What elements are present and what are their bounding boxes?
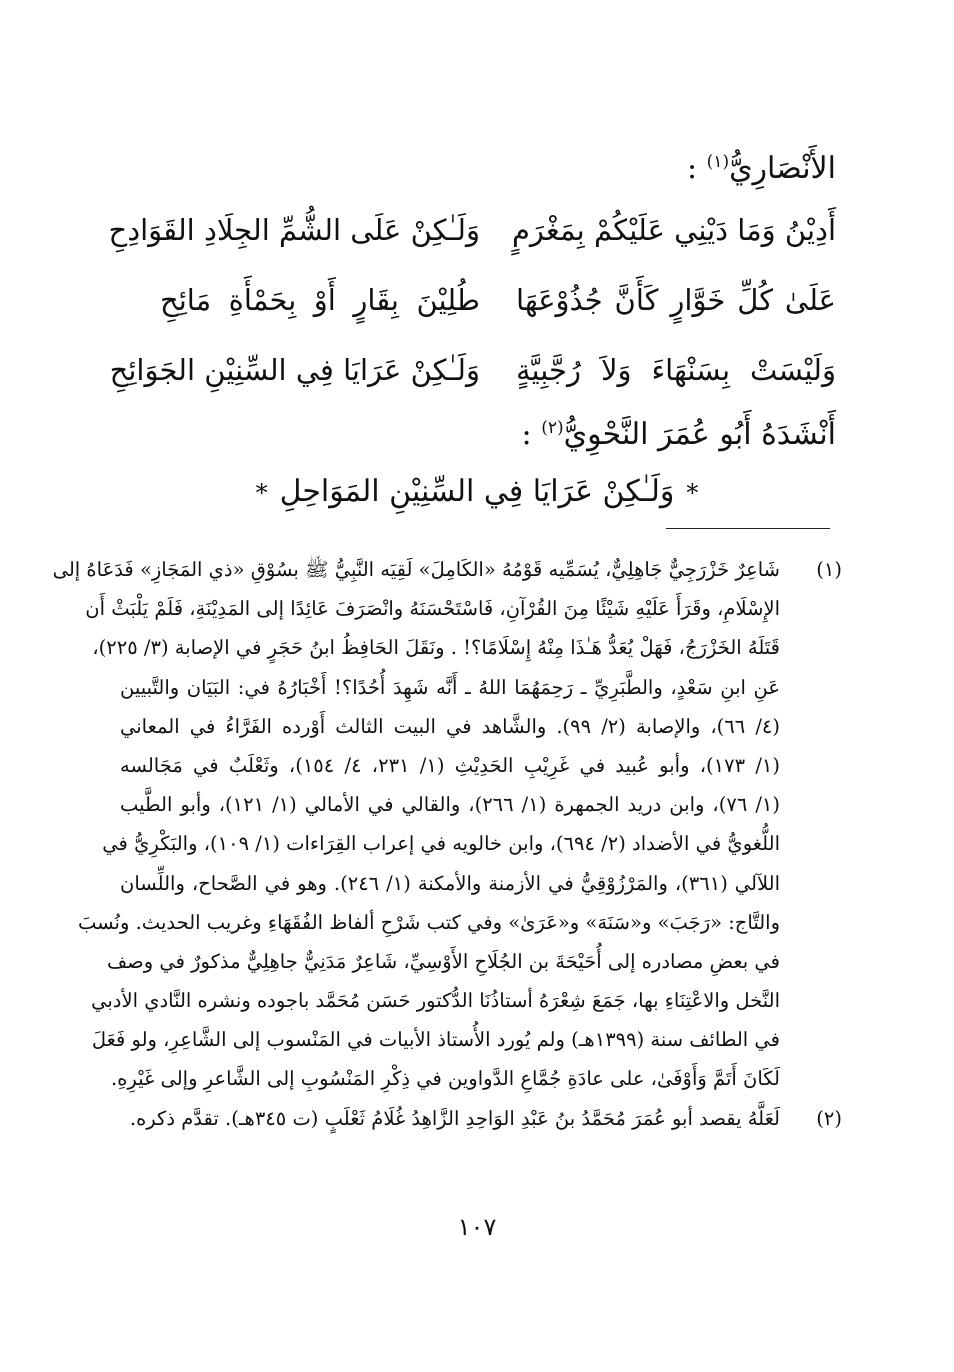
verse-second-hemistich: وَلَـٰكِنْ عَلَى الشُّمِّ الجِلَادِ القَوَادِحِ [108, 213, 480, 247]
footnote [120, 1099, 842, 1138]
verse-first-hemistich: أَدِيْنُ وَمَا دَيْنِي عَلَيْكُمْ بِمَغْرَمٍ [511, 213, 836, 247]
footnote-line: لَكَانَ أَتَمَّ وَأَوْفَىٰ، على عادَةِ جُمَّاعِ الدَّواوين في ذِكْرِ المَنْسُوبِ إلى الشَّاعرِ وإلى غَيْرِهِ. [111, 1067, 780, 1091]
star-ornament-icon: * [686, 479, 699, 507]
footnote-line: اللُّغويُّ في الأضداد (٢/ ٦٩٤)، وابن خالويه في إعراب القِرَاءات (١/ ١٠٩)، والبَكْرِيُّ في [102, 832, 780, 856]
footnote-line: في بعضِ مصادره إلى أُحَيْحَةَ بن الجُلَاحِ الأَوْسِيِّ، شَاعِرٌ مَدَنِيٌّ جاهِلِيٌّ مذكورٌ في وصف [107, 949, 780, 973]
poet-attribution [687, 140, 836, 191]
verse-first-hemistich: وَلَيْسَتْ بِسَنْهَاءَ وَلاَ رُجَّبِيَّةٍ [516, 353, 836, 387]
footnote-number: (١) [816, 558, 842, 581]
footnote-line: (١/ ٧٦)، وابن دريد الجمهرة (١/ ٢٦٦)، والقالي في الأمالي (١/ ١٢١)، وأبو الطَّيب [120, 793, 780, 817]
footnote-line: شَاعِرٌ خَزْرَجِيٌّ جَاهِلِيٌّ، يُسَمِّيه قَوْمُهُ «الكَامِلَ» لَقِيَه النَّبِيُّ ﷺ بسُوْقِ «ذي المَجَازِ» فَدَعَاهُ إلى [52, 558, 780, 581]
footnote-line: في الطائف سنة (١٣٩٩هـ) ولم يُورد الأُستاذ الأبيات في المَنْسوب إلى الشَّاعِرِ، ولو فَعَلَ [91, 1028, 780, 1052]
star-ornament-icon: * [255, 479, 268, 507]
intro-colon: : [687, 151, 707, 186]
footnote-ref-1[interactable]: (١) [706, 152, 730, 172]
footnote-line: الإِسْلَامِ، وقَرَأَ عَلَيْهِ شَيْئًا مِنَ القُرْآنِ، فَاسْتَحْسَنَهُ وانْصَرَفَ عَائِدًا إلى المَدِيْنَةِ، فَلَمْ يَلْبَثْ أَن [85, 597, 780, 621]
recitation-colon: : [521, 417, 542, 452]
footnote-line: اللآلي (٣٦١)، والمَرْزُوْقِيُّ في الأزمنة والأمكنة (١/ ٢٤٦). وهو في الصَّحاح، واللِّسان [120, 871, 780, 895]
footnote [52, 550, 842, 1099]
recitation-line [522, 406, 836, 457]
cited-verse-text: وَلَـٰكِنْ عَرَايَا فِي السِّنِيْنِ المَوَاحِلِ [279, 474, 675, 509]
footnote-line: والتَّاج: «رَجَبَ» و«سَنَهَ» و«عَرَىٰ» وفي كتب شَرْحِ ألفاظ الفُقَهَاءِ وغريب الحديث. ونُسبَ [78, 910, 780, 934]
footnote-line: قَتَلَهُ الخَزْرَجُ، فَهَلْ يُعَدُّ هَـٰذَا مِنْهُ إِسْلَامًا؟! . ونَقَلَ الحَافِظُ ابنُ حَجَرٍ في الإصابة (٣/ ٢٢٥)، [92, 636, 780, 660]
verse [108, 208, 836, 278]
footnote-line: عَنِ ابنِ سَعْدٍ، والطَّبَرِيِّ ـ رَحِمَهُمَا اللهُ ـ أَنَّه شَهِدَ أُحُدًا؟! أَخْبَارُهُ في: البَيَان والتَّبيين [120, 675, 780, 699]
poem [108, 208, 836, 418]
footnote-divider [666, 528, 830, 529]
cited-verse [0, 470, 954, 515]
footnote-ref-2[interactable]: (٢) [541, 418, 564, 438]
footnote-line: لَعَلَّهُ يقصد أبو عُمَرَ مُحَمَّدُ بنُ عَبْدِ الوَاحِدِ الزَّاهِدُ غُلَامُ ثَعْلَبٍ (ت ٣٤٥هـ). تقدَّم ذكره. [129, 1106, 780, 1130]
footnote-number: (٢) [816, 1106, 842, 1130]
footnote-line: (٤/ ٦٦)، والإصابة (٢/ ٩٩). والشَّاهد في البيت الثالث أَوْرده الفَرَّاءُ في المعاني [120, 714, 780, 738]
verse-second-hemistich: وَلَـٰكِنْ عَرَايَا فِي السِّنِيْنِ الجَوَائِحِ [109, 353, 480, 387]
page-number: ١٠٧ [457, 1213, 497, 1241]
footnotes [52, 550, 842, 1138]
recitation-text: أَنْشَدَهُ أَبُو عُمَرَ النَّحْوِيُّ [563, 417, 836, 452]
footnote-line: (١/ ١٧٣)، وأبو عُبيد في غَرِيْبِ الحَدِيْثِ (١/ ٢٣١، ٤/ ١٥٤)، وثَعْلَبٌ في مَجَالسه [120, 753, 780, 777]
footnote-line: النَّخل والاعْتِنَاءِ بها، جَمَعَ شِعْرَهُ أستاذُنَا الدُّكتور حَسَن مُحَمَّد باجوده ونشره النَّادي الأدبي [91, 989, 780, 1013]
verse-second-hemistich: طُلِيْنَ بِقَارٍ أَوْ بِحَمْأَةِ مَائِحِ [160, 283, 480, 317]
verse-first-hemistich: عَلَىٰ كُلِّ خَوَّارٍ كَأَنَّ جُذُوْعَهَا [516, 283, 836, 317]
verse [160, 278, 836, 348]
poet-name: الأَنْصَارِيُّ [729, 151, 836, 186]
